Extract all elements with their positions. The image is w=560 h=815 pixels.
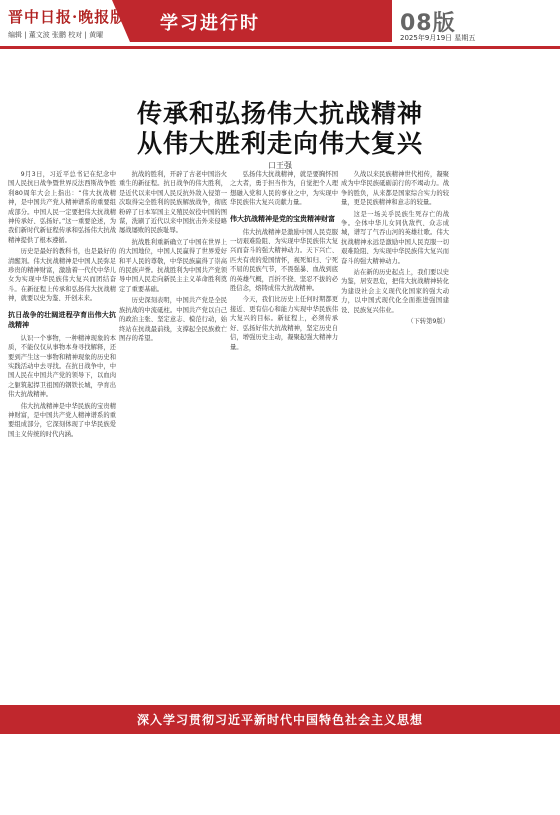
paragraph: 这是一场关乎民族生死存亡的战争。全体中华儿女同仇敌忾、众志成城，谱写了气吞山河的英雄壮歌。伟大抗战精神永远是激励中国人民克服一切艰难险阻、为实现中华民族伟大复兴而奋斗的强大精神动力。 — [341, 210, 449, 265]
paragraph: 伟大抗战精神是中华民族的宝贵精神财富，是中国共产党人精神谱系的重要组成部分，它深刻体现了中华民族爱国主义传统的时代内涵。 — [8, 402, 116, 438]
paragraph: 认识一个事物，一种精神现象的本质，不能仅仅从事物本身寻找解释，还要到产生这一事物和精神现象的历史和实践活动中去寻找。在抗日战争中，中国人民在中国共产党的领导下，以血肉之躯筑起捍卫祖国的钢铁长城，孕育出伟大抗战精神。 — [8, 334, 116, 399]
newspaper-logo: 晋中日报·晚报版 — [8, 8, 127, 26]
headline-line-2: 从伟大胜利走向伟大复兴 — [136, 129, 423, 158]
masthead-divider — [0, 46, 560, 49]
footer-banner — [0, 705, 560, 734]
paragraph: 弘扬伟大抗战精神，就是要胸怀国之大者，勇于担当作为，自觉把个人理想融入党和人民的事业之中，为实现中华民族伟大复兴贡献力量。 — [230, 171, 338, 207]
paragraph: 伟大抗战精神是激励中国人民克服一切艰难险阻、为实现中华民族伟大复兴而奋斗的强大精神动力。天下兴亡、匹夫有责的爱国情怀，视死如归、宁死不屈的民族气节，不畏强暴、血战到底的英雄气概，百折不挠、坚忍不拔的必胜信念，熔铸成伟大抗战精神。 — [230, 228, 338, 293]
byline: 口王强 — [268, 161, 292, 170]
section-banner — [130, 0, 392, 42]
section-title: 学习进行时 — [160, 13, 260, 34]
section-subhead: 抗日战争的壮阔进程孕育出伟大抗战精神 — [8, 310, 116, 329]
paragraph: 站在新的历史起点上，我们要以史为鉴，居安思危，把伟大抗战精神转化为建设社会主义现代化国家的强大动力，以中国式现代化全面推进强国建设、民族复兴伟业。 — [341, 269, 449, 314]
page-number: 08版 — [400, 11, 456, 36]
paragraph: 历史深刻表明，中国共产党是全民族抗战的中流砥柱。中国共产党以自己的政治主张、坚定意志、模范行动，始终站在抗战最前线，支撑起全民族救亡图存的希望。 — [119, 297, 227, 342]
masthead — [0, 0, 560, 62]
issue-date: 2025年9月19日 星期五 — [400, 34, 476, 42]
headline-line-1: 传承和弘扬伟大抗战精神 — [136, 99, 423, 128]
paragraph: 抗战胜利重新确立了中国在世界上的大国地位，中国人民赢得了世界爱好和平人民的尊敬，中华民族赢得了崇高的民族声誉。抗战胜利为中国共产党领导中国人民走向新民主主义革命胜利奠定了重要基础。 — [119, 238, 227, 293]
article-column-1 — [8, 170, 116, 706]
article-column-3 — [230, 170, 338, 706]
paragraph: 9月3日，习近平总书记在纪念中国人民抗日战争暨世界反法西斯战争胜利80周年大会上指出：“伟大抗战精神，是中国共产党人精神谱系的重要组成部分。中国人民一定要把伟大抗战精神传承好、弘扬好。”这一重要论述，为我们新时代新征程传承和弘扬伟大抗战精神提供了根本遵循。 — [8, 171, 116, 244]
footer-slogan: 深入学习贯彻习近平新时代中国特色社会主义思想 — [136, 713, 423, 727]
article-column-4 — [341, 170, 449, 706]
paragraph: 今天，我们比历史上任何时期都更接近、更有信心和能力实现中华民族伟大复兴的目标。新征程上，必须传承好、弘扬好伟大抗战精神，坚定历史自信，增强历史主动，凝聚起强大精神力量。 — [230, 296, 338, 351]
paragraph: 久战以来民族精神世代相传，凝聚成为中华民族砥砺前行的不竭动力。战争的胜负，从来都是国家综合实力的较量，更是民族精神和意志的较量。 — [341, 171, 449, 207]
editor-credits: 编辑 | 董文波 张鹏 校对 | 黄曜 — [8, 31, 104, 39]
continued-notice: （下转第9版） — [407, 318, 449, 326]
paragraph: 抗战的胜利，开辟了古老中国浴火重生的新征程。抗日战争的伟大胜利，是近代以来中国人民反抗外敌入侵第一次取得完全胜利的民族解放战争，彻底粉碎了日本军国主义殖民奴役中国的图谋，洗刷了近代以来中国抗击外来侵略屡战屡败的民族耻辱。 — [119, 171, 227, 235]
paragraph: 历史是最好的教科书，也是最好的清醒剂。伟大抗战精神是中国人民弥足珍贵的精神财富，激励着一代代中华儿女为实现中华民族伟大复兴而团结奋斗。在新征程上传承和弘扬伟大抗战精神，就要以史为鉴、开创未来。 — [8, 248, 116, 303]
article-column-2 — [119, 170, 227, 706]
section-subhead: 伟大抗战精神是党的宝贵精神财富 — [230, 214, 335, 223]
